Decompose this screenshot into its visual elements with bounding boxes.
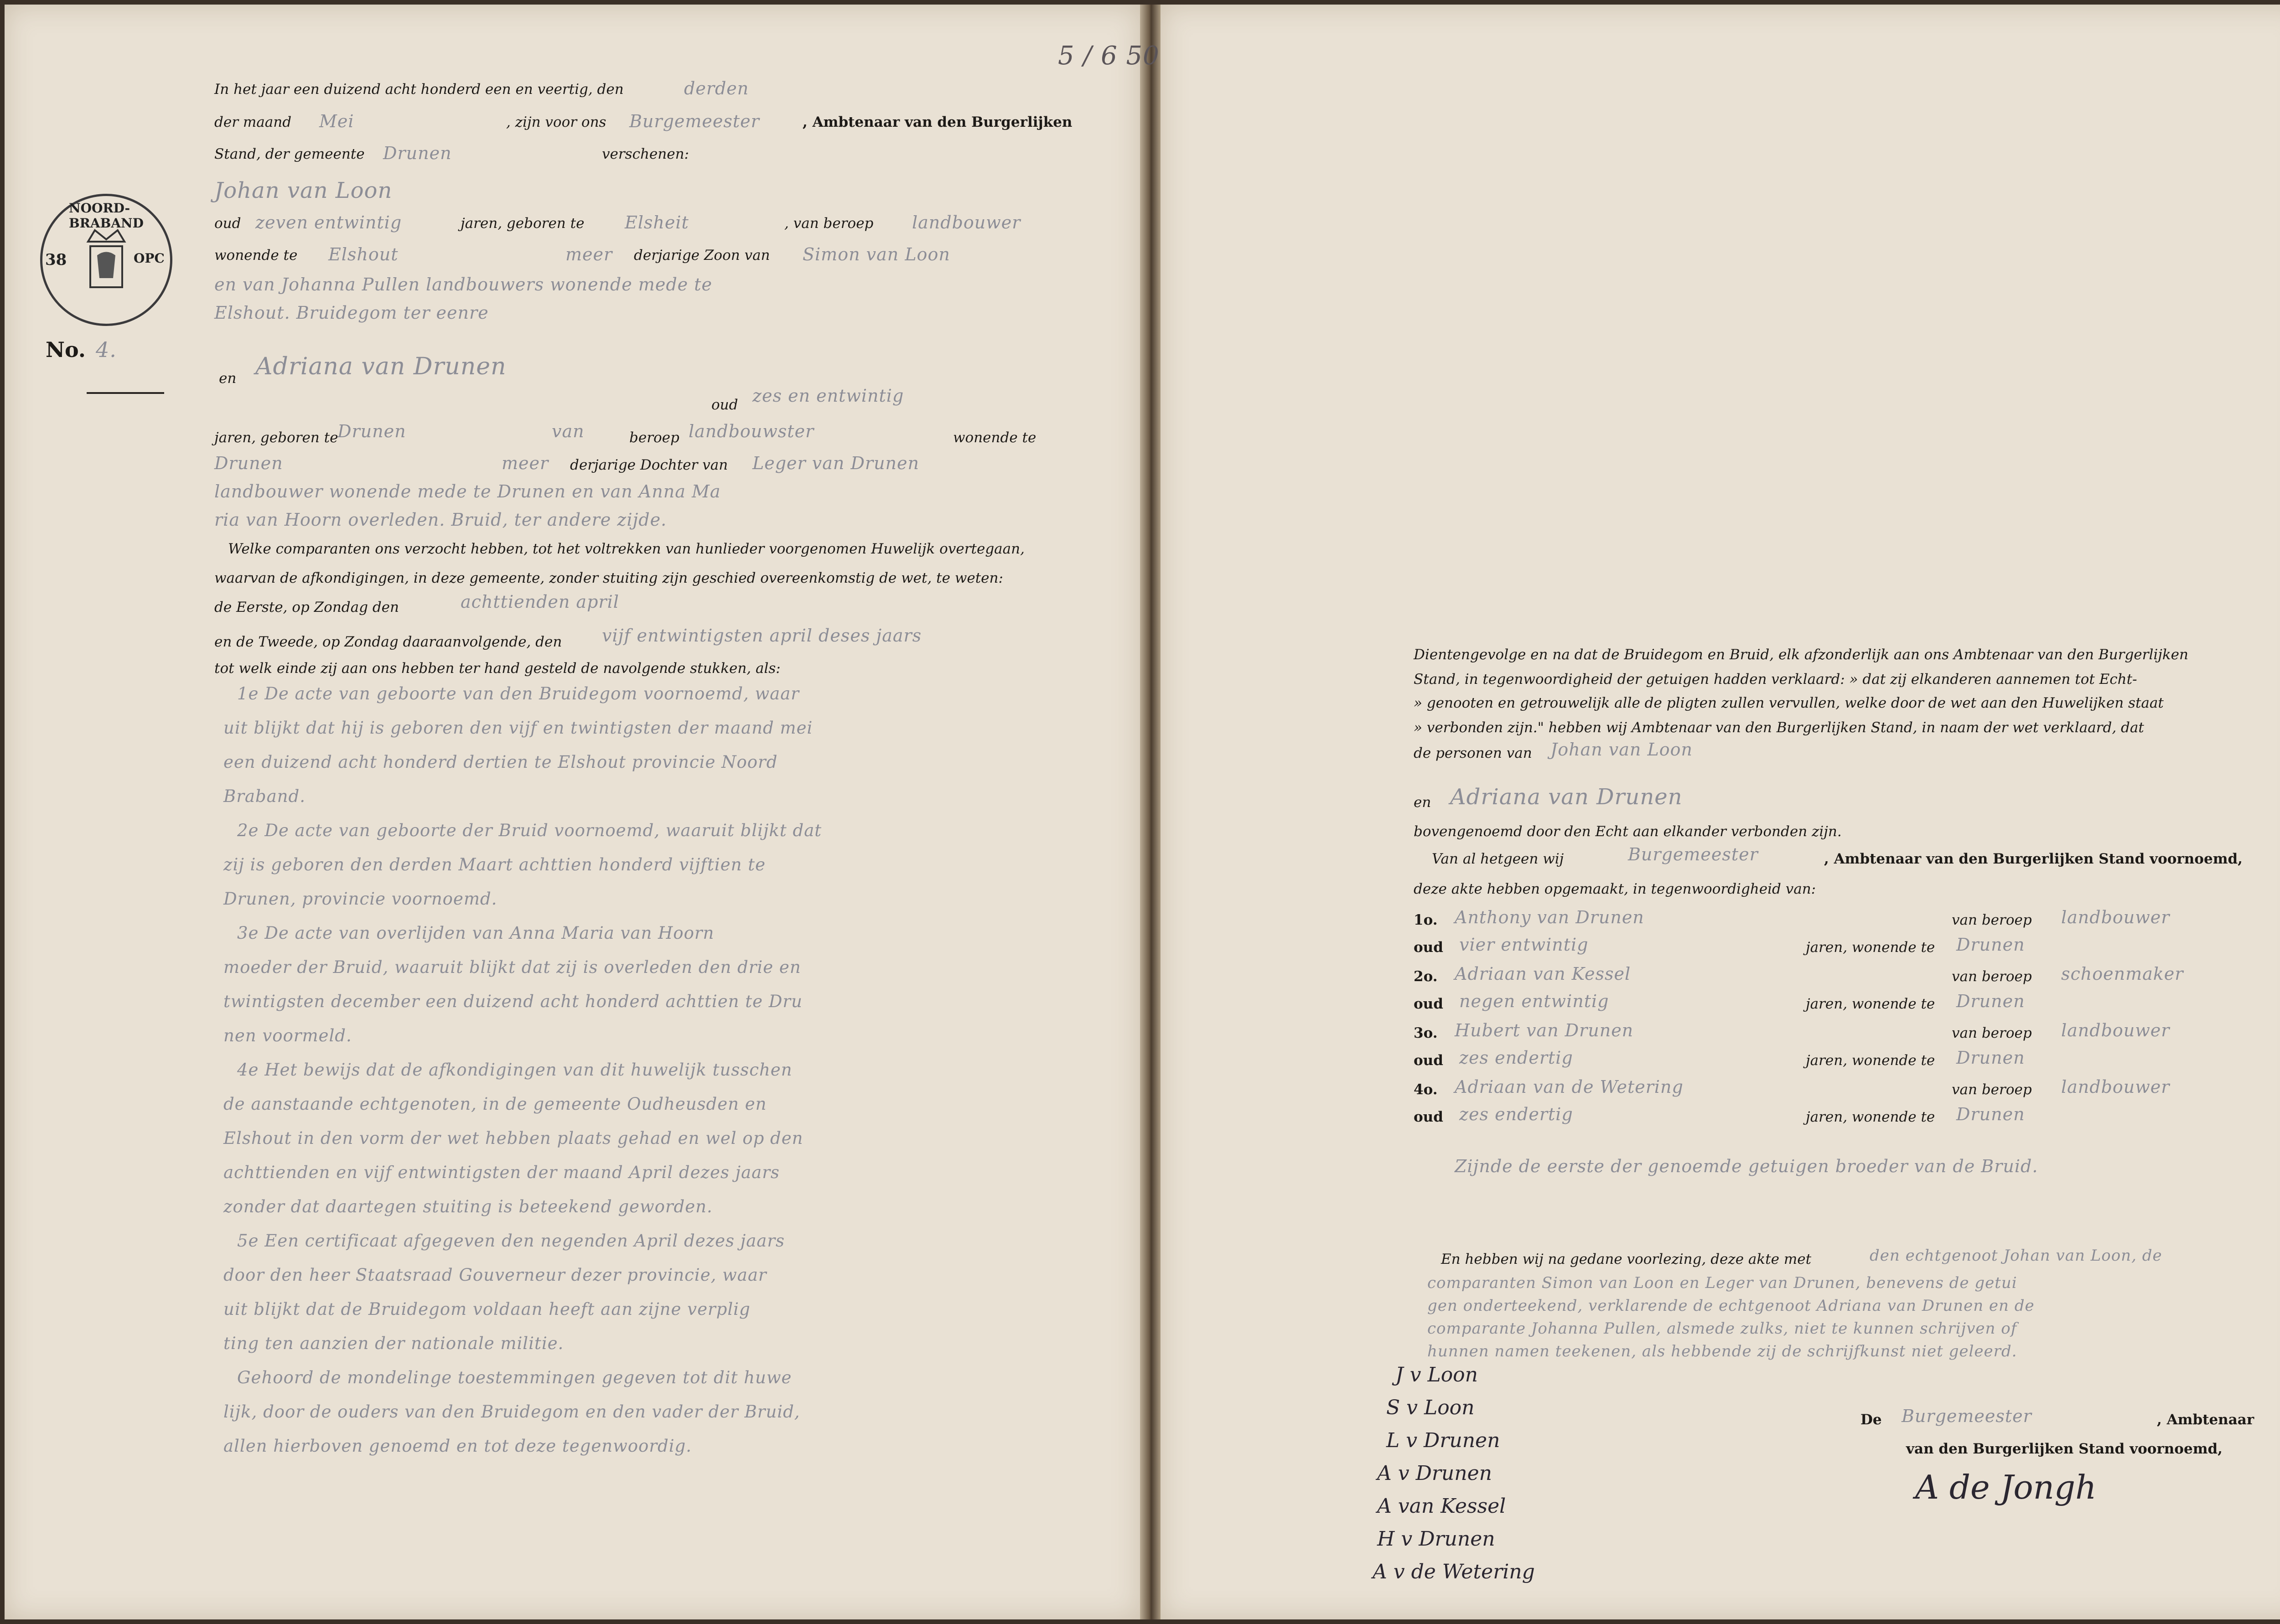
document-item-line: 3e De acte van overlijden van Anna Maria van Hoorn bbox=[237, 923, 715, 943]
witness-residing-label: jaren, wonende te bbox=[1806, 1052, 1935, 1069]
residing-label: wonende te bbox=[214, 247, 298, 264]
witness-number: 4o. bbox=[1414, 1081, 1438, 1098]
document-item-line: allen hierboven genoemd en tot deze tegenwoordig. bbox=[223, 1436, 692, 1456]
stamp-seal bbox=[40, 194, 172, 326]
stamp-top-text: NOORD-BRABAND bbox=[69, 201, 144, 231]
witness-name: Anthony van Drunen bbox=[1455, 907, 1644, 927]
month-label: der maand bbox=[214, 114, 292, 130]
appeared-label: verschenen: bbox=[602, 146, 689, 162]
closing-hand-start: den echtgenoot Johan van Loon, de bbox=[1870, 1246, 2162, 1265]
corner-mark: 5 / 6 50 bbox=[1058, 41, 1160, 71]
and-label: en bbox=[219, 370, 237, 387]
bride-side-line: ria van Hoorn overleden. Bruid, ter andere zijde. bbox=[214, 510, 667, 530]
witness-signature: A v de Wetering bbox=[1373, 1560, 1535, 1583]
document-item-line: Gehoord de mondelinge toestemmingen gegeven tot dit huwe bbox=[237, 1368, 792, 1387]
book-gutter bbox=[1140, 5, 1161, 1619]
day-hand: derden bbox=[684, 78, 749, 98]
witness-age: zes endertig bbox=[1459, 1048, 1573, 1068]
declaration-line-4: » verbonden zijn." hebben wij Ambtenaar van den Burgerlijken Stand, in naam der wet verklaard, dat bbox=[1414, 719, 2144, 736]
witness-name: Adriaan van de Wetering bbox=[1455, 1077, 1684, 1097]
profession-label: , van beroep bbox=[784, 215, 874, 232]
document-item-line: nen voormeld. bbox=[223, 1026, 352, 1045]
married-groom: Johan van Loon bbox=[1550, 740, 1693, 760]
son-of-label: derjarige Zoon van bbox=[634, 247, 770, 264]
bride-oud-label: oud bbox=[711, 397, 738, 413]
witness-residing-label: jaren, wonende te bbox=[1806, 996, 1935, 1012]
document-item-line: Braband. bbox=[223, 786, 306, 806]
bride-age: zes en entwintig bbox=[752, 386, 904, 406]
witness-number: 3o. bbox=[1414, 1025, 1438, 1041]
witness-profession-label: van beroep bbox=[1952, 968, 2032, 985]
intro-line: In het jaar een duizend acht honderd een en veertig, den bbox=[214, 81, 624, 98]
witness-residence: Drunen bbox=[1956, 1048, 2025, 1068]
witness-profession-label: van beroep bbox=[1952, 1081, 2032, 1098]
bride-residing-label: wonende te bbox=[953, 429, 1036, 446]
witness-signature: S v Loon bbox=[1386, 1396, 1475, 1419]
groom-residence: Elshout bbox=[328, 244, 399, 264]
witness-profession: landbouwer bbox=[2061, 1020, 2170, 1040]
second-banns-date: vijf entwintigsten april deses jaars bbox=[602, 626, 922, 646]
groom-father: Simon van Loon bbox=[803, 244, 950, 264]
month-hand: Mei bbox=[319, 111, 354, 131]
witness-residing-label: jaren, wonende te bbox=[1806, 939, 1935, 956]
declaration-line-2: Stand, in tegenwoordigheid der getuigen hadden verklaard: » dat zij elkanderen aannemen tot Echt- bbox=[1414, 671, 2137, 688]
first-banns-date: achttienden april bbox=[461, 592, 619, 612]
daughter-of-label: derjarige Dochter van bbox=[570, 457, 728, 473]
closing-hand-line: gen onderteekend, verklarende de echtgenoot Adriana van Drunen en de bbox=[1427, 1297, 2035, 1315]
closing-hand-line: hunnen namen teekenen, als hebbende zij de schrijfkunst niet geleerd. bbox=[1427, 1342, 2017, 1360]
document-item-line: de aanstaande echtgenoten, in de gemeente Oudheusden en bbox=[223, 1094, 767, 1114]
groom-profession: landbouwer bbox=[912, 212, 1021, 233]
document-item-line: door den heer Staatsraad Gouverneur dezer provincie, waar bbox=[223, 1265, 767, 1285]
registrar-label: , Ambtenaar van den Burgerlijken bbox=[803, 114, 1073, 130]
number-label: No. bbox=[46, 337, 86, 362]
bride-majority: meer bbox=[502, 453, 549, 473]
bride-born-label: jaren, geboren te bbox=[214, 429, 338, 446]
bride-profession-label: beroep bbox=[629, 429, 679, 446]
document-item-line: 4e Het bewijs dat de afkondigingen van dit huwelijk tusschen bbox=[237, 1060, 793, 1080]
document-item-line: achttienden en vijf entwintigsten der maand April dezes jaars bbox=[223, 1163, 780, 1182]
document-item-line: lijk, door de ouders van den Bruidegom en den vader der Bruid, bbox=[223, 1402, 800, 1422]
witness-profession-label: van beroep bbox=[1952, 1025, 2032, 1041]
witness-oud-label: oud bbox=[1414, 1109, 1443, 1125]
document-item-line: Elshout in den vorm der wet hebben plaats gehad en wel op den bbox=[223, 1128, 803, 1148]
closing-hand-line: comparante Johanna Pullen, alsmede zulks, niet te kunnen schrijven of bbox=[1427, 1319, 2017, 1338]
document-item-line: zij is geboren den derden Maart achttien honderd vijftien te bbox=[223, 855, 766, 874]
document-item-line: 5e Een certificaat afgegeven den negenden April dezes jaars bbox=[237, 1231, 785, 1251]
banns-line: waarvan de afkondigingen, in deze gemeente, zonder stuiting zijn geschied overeenkomstig de wet, te weten: bbox=[214, 570, 1003, 586]
born-label: jaren, geboren te bbox=[461, 215, 585, 232]
groom-mother-line: en van Johanna Pullen landbouwers wonende mede te bbox=[214, 274, 712, 295]
stamp-left-number: 38 bbox=[45, 251, 67, 269]
official-title-final: Burgemeester bbox=[1902, 1406, 2032, 1426]
official-act-label: Van al hetgeen wij bbox=[1432, 851, 1564, 867]
bride-van: van bbox=[552, 421, 585, 441]
witness-signature: A v Drunen bbox=[1377, 1462, 1492, 1485]
first-banns-label: de Eerste, op Zondag den bbox=[214, 599, 399, 615]
document-item-line: uit blijkt dat hij is geboren den vijf en twintigsten der maand mei bbox=[223, 718, 813, 738]
witness-age: negen entwintig bbox=[1459, 991, 1609, 1011]
document-item-line: twintigsten december een duizend acht honderd achttien te Dru bbox=[223, 992, 803, 1011]
witness-name: Hubert van Drunen bbox=[1455, 1020, 1634, 1040]
document-item-line: Drunen, provincie voornoemd. bbox=[223, 889, 497, 909]
witness-oud-label: oud bbox=[1414, 996, 1443, 1012]
witness-age: vier entwintig bbox=[1459, 935, 1589, 955]
witness-age: zes endertig bbox=[1459, 1104, 1573, 1124]
declaration-line-3: » genooten en getrouwelijk alle de pligten zullen vervullen, welke door de wet aan den Huwelijken staat bbox=[1414, 695, 2164, 711]
document-item-line: moeder der Bruid, waaruit blijkt dat zij is overleden den drie en bbox=[223, 957, 801, 977]
witness-profession: landbouwer bbox=[2061, 907, 2170, 927]
closing-hand-line: comparanten Simon van Loon en Leger van Drunen, benevens de getui bbox=[1427, 1274, 2017, 1292]
groom-side-line: Elshout. Bruidegom ter eenre bbox=[214, 303, 489, 323]
witness-signature: A van Kessel bbox=[1377, 1495, 1506, 1518]
official-act-registrar: , Ambtenaar van den Burgerlijken Stand voornoemd, bbox=[1824, 851, 2243, 867]
oud-label: oud bbox=[214, 215, 241, 232]
witness-signature: J v Loon bbox=[1395, 1363, 1478, 1386]
persons-label: de personen van bbox=[1414, 745, 1532, 761]
married-bride: Adriana van Drunen bbox=[1450, 784, 1683, 810]
document-item-line: 1e De acte van geboorte van den Bruidegom voornoemd, waar bbox=[237, 684, 799, 703]
witness-signature: H v Drunen bbox=[1377, 1527, 1495, 1551]
document-item-line: ting ten aanzien der nationale militie. bbox=[223, 1334, 564, 1353]
crown-lion-icon bbox=[83, 228, 129, 296]
married-and-label: en bbox=[1414, 794, 1431, 811]
witness-oud-label: oud bbox=[1414, 1052, 1443, 1069]
document-item-line: een duizend acht honderd dertien te Elshout provincie Noord bbox=[223, 752, 778, 772]
declaration-line-1: Dientengevolge en na dat de Bruidegom en Bruid, elk afzonderlijk aan ons Ambtenaar van den Burgerlijken bbox=[1414, 646, 2188, 663]
number-value: 4. bbox=[96, 337, 117, 362]
groom-age: zeven entwintig bbox=[255, 212, 402, 233]
closing-label: En hebben wij na gedane voorlezing, deze akte met bbox=[1441, 1251, 1812, 1267]
official-ambtenaar-label: , Ambtenaar bbox=[2157, 1412, 2254, 1428]
witness-profession: schoenmaker bbox=[2061, 964, 2184, 984]
number-rule bbox=[87, 392, 164, 394]
document-item-line: 2e De acte van geboorte der Bruid voornoemd, waaruit blijkt dat bbox=[237, 821, 822, 840]
before-us-label: , zijn voor ons bbox=[506, 114, 606, 130]
official-act-title: Burgemeester bbox=[1628, 844, 1758, 864]
document-item-line: uit blijkt dat de Bruidegom voldaan heeft aan zijne verplig bbox=[223, 1299, 751, 1319]
official-registrar-label: van den Burgerlijken Stand voornoemd, bbox=[1906, 1441, 2223, 1457]
witness-oud-label: oud bbox=[1414, 939, 1443, 956]
witness-number: 1o. bbox=[1414, 912, 1438, 928]
witness-number: 2o. bbox=[1414, 968, 1438, 985]
municipality-label: Stand, der gemeente bbox=[214, 146, 365, 162]
witness-residence: Drunen bbox=[1956, 991, 2025, 1011]
witness-residence: Drunen bbox=[1956, 935, 2025, 955]
witness-signature: L v Drunen bbox=[1386, 1429, 1500, 1452]
official-de-label: De bbox=[1860, 1412, 1882, 1428]
documents-line: tot welk einde zij aan ons hebben ter hand gesteld de navolgende stukken, als: bbox=[214, 660, 781, 677]
witness-residing-label: jaren, wonende te bbox=[1806, 1109, 1935, 1125]
witness-name: Adriaan van Kessel bbox=[1455, 964, 1631, 984]
bride-father: Leger van Drunen bbox=[752, 453, 919, 473]
witness-profession-label: van beroep bbox=[1952, 912, 2032, 928]
witness-profession: landbouwer bbox=[2061, 1077, 2170, 1097]
groom-majority: meer bbox=[565, 244, 613, 264]
groom-birthplace: Elsheit bbox=[625, 212, 689, 233]
witness-intro: deze akte hebben opgemaakt, in tegenwoordigheid van: bbox=[1414, 881, 1816, 897]
united-line: bovengenoemd door den Echt aan elkander verbonden zijn. bbox=[1414, 823, 1842, 840]
document-item-line: zonder dat daartegen stuiting is beteekend geworden. bbox=[223, 1197, 713, 1216]
official-title-hand: Burgemeester bbox=[629, 111, 760, 131]
request-line: Welke comparanten ons verzocht hebben, tot het voltrekken van hunlieder voorgenomen Huwelijk overtegaan, bbox=[228, 541, 1025, 557]
bride-name: Adriana van Drunen bbox=[255, 353, 507, 380]
witness-residence: Drunen bbox=[1956, 1104, 2025, 1124]
stamp-right-text: OPC bbox=[134, 251, 165, 266]
witness-note: Zijnde de eerste der genoemde getuigen broeder van de Bruid. bbox=[1455, 1156, 2038, 1176]
second-banns-label: en de Tweede, op Zondag daaraanvolgende, den bbox=[214, 634, 562, 650]
official-signature: A de Jongh bbox=[1915, 1468, 2097, 1506]
groom-name: Johan van Loon bbox=[214, 178, 393, 203]
bride-parents-line: landbouwer wonende mede te Drunen en van Anna Ma bbox=[214, 481, 721, 502]
bride-profession: landbouwster bbox=[689, 421, 814, 441]
bride-residence: Drunen bbox=[214, 453, 283, 473]
municipality-hand: Drunen bbox=[383, 143, 452, 163]
bride-birthplace: Drunen bbox=[337, 421, 406, 441]
right-page bbox=[1161, 5, 2280, 1619]
